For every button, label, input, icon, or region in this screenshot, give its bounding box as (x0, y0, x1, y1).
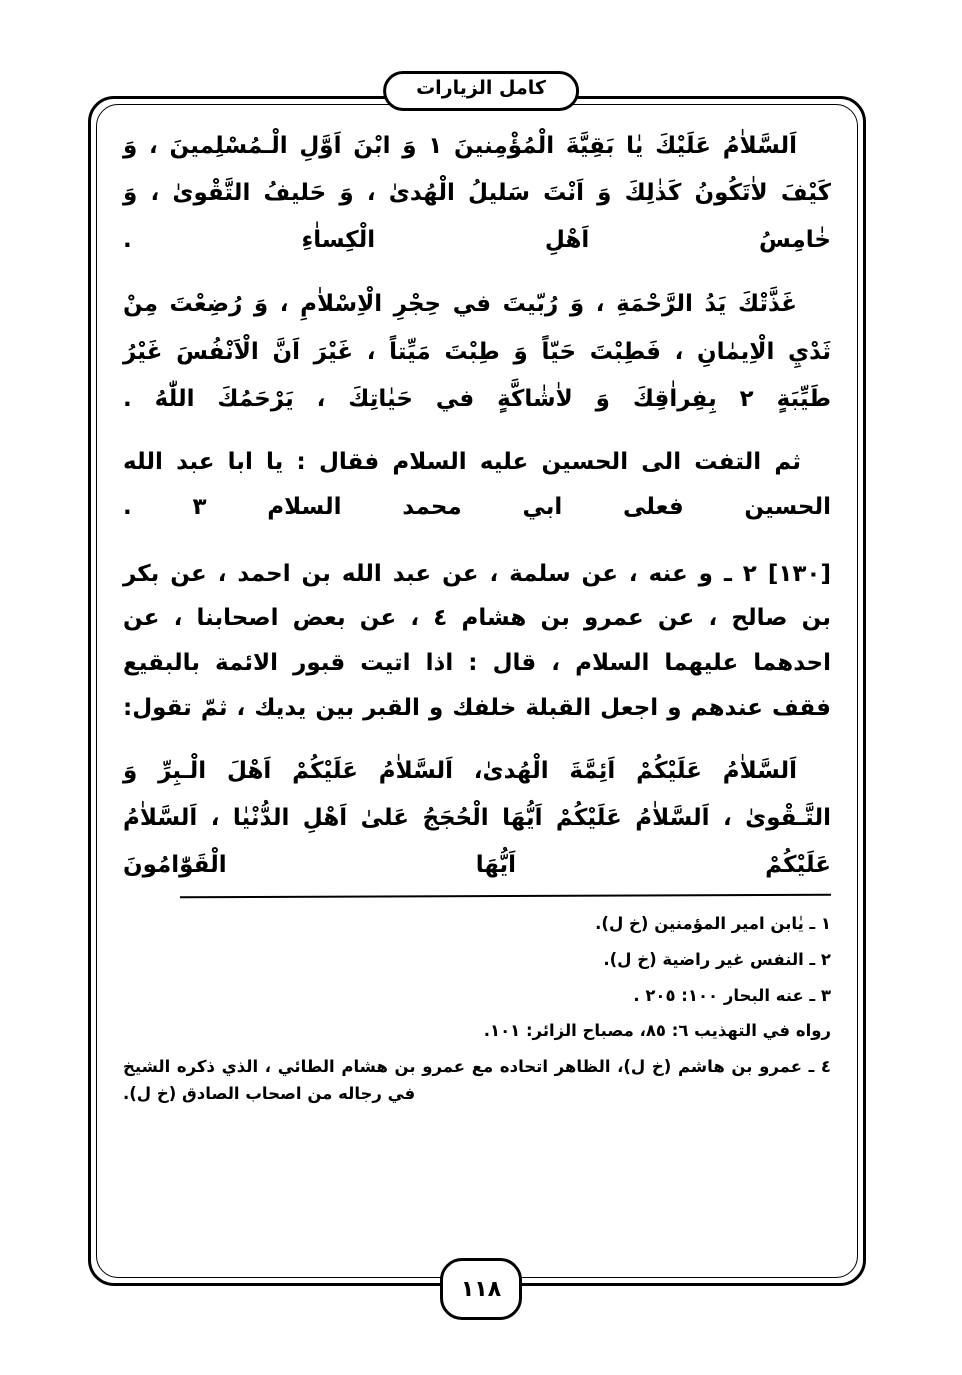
paragraph-salutation-1: اَلسَّلاٰمُ عَلَيْكَ يٰا بَقِيَّةَ الْمُؤْمِنينَ ١ وَ ابْنَ اَوَّلِ الْـمُسْلِمينَ ، وَ كَيْفَ لاٰتَكُونُ كَذٰلِكَ وَ اَنْتَ سَليلُ الْهُدىٰ ، وَ حَليفُ التَّقْوىٰ ، وَ خٰامِسُ اَهْلِ الْكِساٰءِ . (123, 133, 831, 254)
footnote-item: ١ ـ يٰابن امير المؤمنين (خ ل). (595, 914, 831, 934)
footnote-item: ٣ ـ عنه البحار ١٠٠: ٢٠٥ . (633, 985, 831, 1005)
footnote-separator-rule (180, 894, 831, 899)
paragraph-salutation-2: غَذَّتْكَ يَدُ الرَّحْمَةِ ، وَ رُبّيتَ في حِجْرِ الْاِسْلاٰمِ ، وَ رُضِعْتَ مِنْ ثَدْيِ الْاِيمٰانِ ، فَطِبْتَ حَيّاً وَ طِبْتَ مَيِّتاً ، غَيْرَ اَنَّ الْاَنْفُسَ غَيْرُ طَيِّبَةٍ ٢ بِفِراٰقِكَ وَ لاٰشٰاكَّةٍ في حَيٰاتِكَ ، يَرْحَمُكَ اللّٰهُ . (123, 291, 831, 412)
page-frame (88, 96, 866, 1286)
running-head-badge (383, 71, 579, 111)
paragraph-narrative-husayn: ثم التفت الى الحسين عليه السلام فقال : يا ابا عبد الله الحسين فعلى ابي محمد السلام ٣ . (123, 448, 831, 520)
running-head-title: كامل الزيارات (416, 77, 546, 99)
page-content (123, 123, 831, 1273)
footnote-item: ٢ ـ النفس غير راضية (خ ل). (603, 950, 831, 970)
footnote-source-reference: رواه في التهذيب ٦: ٨٥، مصباح الزائر: ١٠١. (483, 1021, 831, 1041)
footnotes-section (123, 911, 831, 1107)
paragraph-hadith-130: [١٣٠] ٢ ـ و عنه ، عن سلمة ، عن عبد الله بن احمد ، عن بكر بن صالح ، عن عمرو بن هشام ٤ ، عن بعض اصحابنا ، عن احدهما عليهما السلام ، قال : اذا اتيت قبور الائمة بالبقيع فقف عندهم و اجعل القبلة خلفك و القبر بين يديك ، ثمّ تقول: (123, 560, 831, 722)
page-number-value: ١١٨ (460, 1276, 502, 1302)
paragraph-salutation-imams: اَلسَّلاٰمُ عَلَيْكُمْ اَئِمَّةَ الْهُدىٰ، اَلسَّلاٰمُ عَلَيْكُمْ اَهْلَ الْـبِرِّ وَ التَّـقْوىٰ ، اَلسَّلاٰمُ عَلَيْكُمْ اَيُّهَا الْحُجَجُ عَلىٰ اَهْلِ الدُّنْيٰا ، اَلسَّلاٰمُ عَلَيْكُمْ اَيُّهَا الْقَوّٰامُونَ (123, 757, 831, 879)
footnote-item: ٤ ـ عمرو بن هاشم (خ ل)، الظاهر اتحاده مع عمرو بن هشام الطائي ، الذي ذكره الشيخ في رجاله من اصحاب الصادق (خ ل). (123, 1057, 831, 1103)
page-number-badge (440, 1258, 522, 1320)
